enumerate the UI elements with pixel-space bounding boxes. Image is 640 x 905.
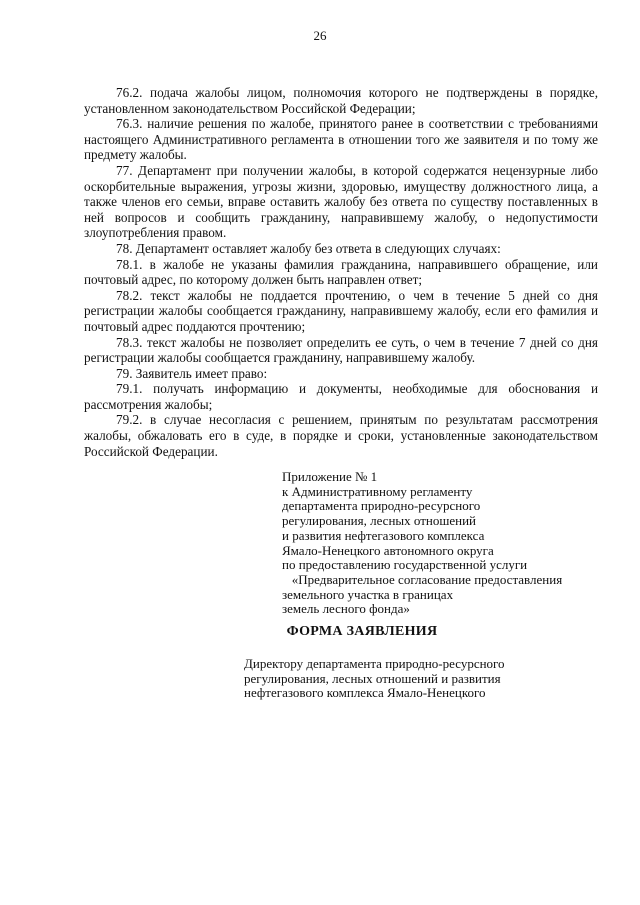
paragraph-77: 77. Департамент при получении жалобы, в которой содержатся нецензурные либо оскорбительные выражения, угрозы жизни, здоровью, имуществу должностного лица, а также членов его семьи, вправе оставить жалобу без ответа по существу поставленных в ней вопросов и сообщить гражданину, направившему жалобу, о недопустимости злоупотребления правом. — [84, 162, 598, 241]
appendix-heading — [282, 470, 602, 617]
paragraph-78: 78. Департамент оставляет жалобу без ответа в следующих случаях: — [116, 240, 501, 256]
page-number: 26 — [313, 28, 327, 43]
appendix-line: Приложение № 1 — [282, 469, 378, 484]
addressee-block — [244, 657, 584, 701]
paragraph-79-1: 79.1. получать информацию и документы, необходимые для обоснования и рассмотрения жалобы; — [84, 381, 598, 412]
appendix-line: и развития нефтегазового комплекса — [282, 527, 485, 543]
paragraph-79: 79. Заявитель имеет право: — [116, 365, 268, 381]
paragraph-78-2: 78.2. текст жалобы не поддается прочтению, о чем в течение 5 дней со дня регистрации жалобы сообщается гражданину, направившему жалобу, если его фамилия и почтовый адрес поддаются прочтению; — [84, 287, 598, 334]
addressee-line: Директору департамента природно-ресурсного — [244, 656, 505, 671]
paragraph-79-2: 79.2. в случае несогласия с решением, принятым по результатам рассмотрения жалобы, обжаловать его в суде, в порядке и сроки, установленные законодательством Российской Федерации. — [84, 412, 598, 459]
body-text — [84, 85, 598, 459]
appendix-line: земель лесного фонда» — [282, 601, 410, 617]
appendix-line: департамента природно-ресурсного — [282, 498, 481, 514]
paragraph-76-3: 76.3. наличие решения по жалобе, принятого ранее в соответствии с требованиями настоящего Административного регламента в отношении того же заявителя и по тому же предмету жалобы. — [84, 116, 598, 163]
form-title: ФОРМА ЗАЯВЛЕНИЯ — [286, 624, 438, 639]
appendix-line: по предоставлению государственной услуги — [282, 557, 528, 573]
appendix-line: к Административному регламенту — [282, 483, 473, 499]
appendix-line: регулирования, лесных отношений — [282, 513, 477, 529]
paragraph-76-2: 76.2. подача жалобы лицом, полномочия которого не подтверждены в порядке, установленном законодательством Российской Федерации; — [84, 85, 598, 116]
appendix-line: «Предварительное согласование предоставления — [282, 571, 563, 587]
appendix-line: Ямало-Ненецкого автономного округа — [282, 542, 494, 558]
addressee-line: нефтегазового комплекса Ямало-Ненецкого — [244, 685, 486, 701]
appendix-line: земельного участка в границах — [282, 586, 454, 602]
paragraph-78-3: 78.3. текст жалобы не позволяет определить ее суть, о чем в течение 7 дней со дня регистрации жалобы сообщается гражданину, направившему жалобу. — [84, 334, 598, 366]
addressee-line: регулирования, лесных отношений и развития — [244, 670, 501, 686]
paragraph-78-1: 78.1. в жалобе не указаны фамилия гражданина, направившего обращение, или почтовый адрес, по которому должен быть направлен ответ; — [84, 256, 598, 288]
